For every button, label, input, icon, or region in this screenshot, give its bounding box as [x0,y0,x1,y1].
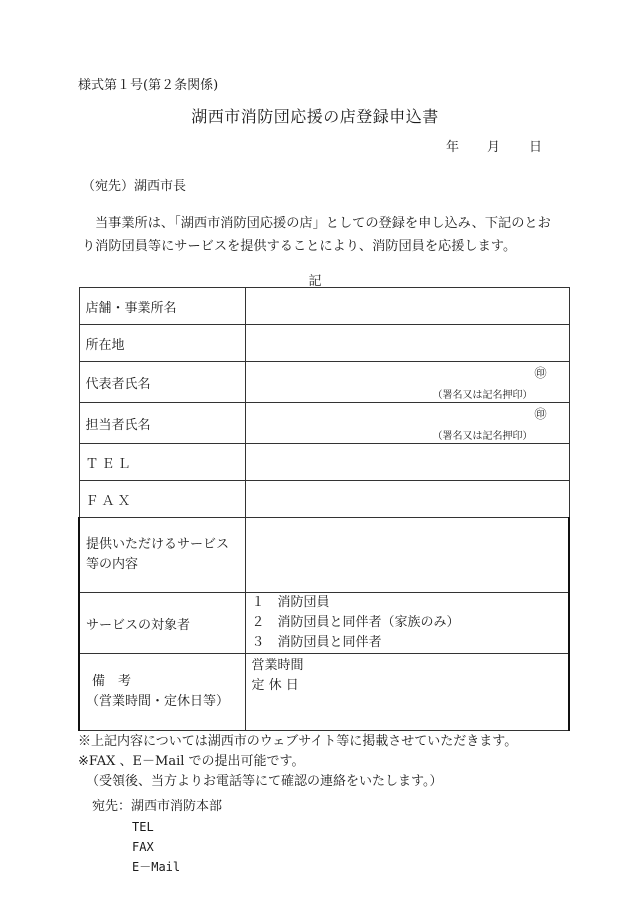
service-content-label: 提供いただけるサービス等の内容 [79,518,245,593]
remarks-field[interactable] [245,654,569,731]
contact-block [92,797,222,877]
row-service-content [79,518,569,593]
contact-heading: 宛先：湖西市消防本部 [92,799,223,814]
seal-note: （署名又は記名押印） [432,431,533,442]
row-person-in-charge [79,403,569,444]
service-content-field[interactable] [245,518,569,593]
fax-field[interactable] [245,481,569,518]
person-in-charge-field[interactable] [245,403,569,444]
service-target-options[interactable] [245,593,569,654]
store-name-field[interactable] [245,288,569,325]
representative-label: 代表者氏名 [79,362,245,403]
address-field[interactable] [245,325,569,362]
addressee: （宛先）湖西市長 [82,179,187,194]
seal-note: （署名又は記名押印） [432,390,533,401]
person-in-charge-label: 担当者氏名 [79,403,245,444]
notes [78,732,517,792]
target-option-2[interactable]: ２ 消防団員と同伴者（家族のみ） [251,615,460,630]
registration-table [78,287,570,731]
row-remarks [79,654,569,731]
form-id: 様式第１号(第２条関係) [78,78,219,93]
row-tel [79,444,569,481]
row-service-target [79,593,569,654]
remarks-label-cell [79,654,245,731]
date-day: 日 [529,140,543,155]
business-hours-label: 営業時間 [251,658,304,673]
target-option-3[interactable]: ３ 消防団員と同伴者 [251,635,382,650]
note-line-1: ※上記内容については湖西市のウェブサイト等に掲載させていただきます。 [78,734,518,749]
closed-days-label: 定 休 日 [251,678,299,693]
document-title: 湖西市消防団応援の店登録申込書 [191,107,439,126]
seal-mark: ㊞ [534,366,547,380]
contact-fax: FAX [132,840,154,854]
tel-label: ＴＥＬ [79,444,245,481]
target-option-1[interactable]: １ 消防団員 [251,595,330,610]
contact-email: E－Mail [132,860,181,874]
representative-field[interactable] [245,362,569,403]
date-year: 年 [446,140,460,155]
date-month: 月 [487,140,501,155]
remarks-label: 備 考 [92,674,132,689]
ki-heading: 記 [308,274,322,289]
seal-mark: ㊞ [534,407,547,421]
note-line-3: （受領後、当方よりお電話等にて確認の連絡をいたします。） [86,774,443,789]
row-address [79,325,569,362]
row-store-name [79,288,569,325]
store-name-label: 店舗・事業所名 [79,288,245,325]
row-representative [79,362,569,403]
row-fax [79,481,569,518]
tel-field[interactable] [245,444,569,481]
address-label: 所在地 [79,325,245,362]
service-target-label: サービスの対象者 [79,593,245,654]
note-line-2: ※FAX 、E－Mail での提出可能です。 [78,754,305,769]
intro-paragraph: 当事業所は、「湖西市消防団応援の店」としての登録を申し込み、下記のとおり消防団員等にサービスを提供することにより、消防団員を応援します。 [82,216,551,254]
contact-tel: TEL [132,820,154,834]
fax-label: ＦＡＸ [79,481,245,518]
remarks-sub-label: （営業時間・定休日等） [86,694,230,709]
